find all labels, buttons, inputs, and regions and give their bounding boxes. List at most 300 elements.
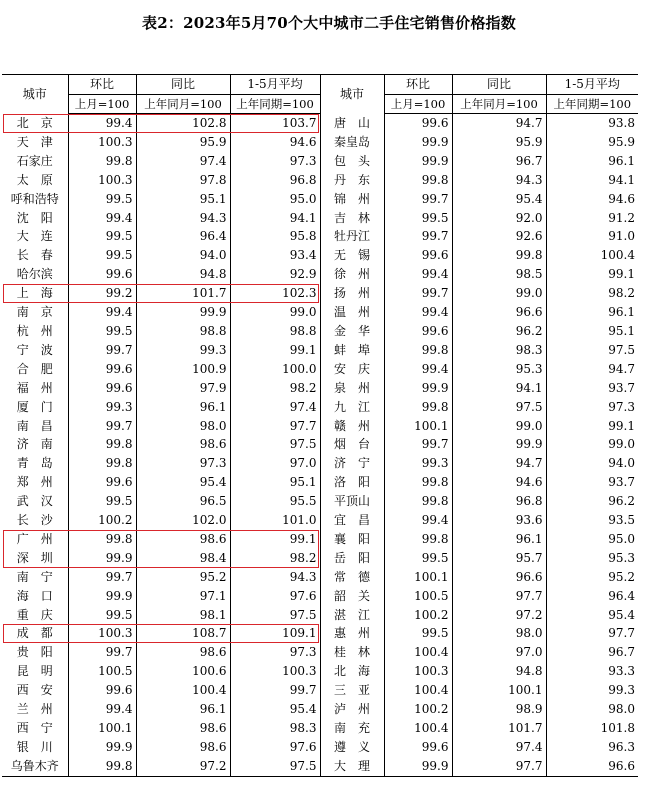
city-name-left: 厦 门 xyxy=(16,399,53,414)
yoy-value-left: 96.1 xyxy=(136,700,230,719)
avg-value-right: 95.0 xyxy=(546,530,638,549)
city-name-right: 遵 义 xyxy=(320,738,384,757)
mom-value-right: 100.3 xyxy=(384,662,452,681)
yoy-value-left: 98.6 xyxy=(136,738,230,757)
city-name-right: 温 州 xyxy=(320,303,384,322)
city-name-left: 银 川 xyxy=(16,739,53,754)
table-header xyxy=(2,75,638,114)
avg-value-right: 93.8 xyxy=(546,114,638,133)
avg-value-right: 98.2 xyxy=(546,284,638,303)
city-name-left: 上 海 xyxy=(16,286,53,301)
yoy-value-left: 98.1 xyxy=(136,606,230,625)
city-name-left: 济 南 xyxy=(16,437,53,452)
table-row xyxy=(2,662,638,681)
yoy-value-right: 94.8 xyxy=(452,662,546,681)
header-avg-base-right: 上年同期=100 xyxy=(546,95,638,114)
yoy-value-left: 97.3 xyxy=(136,454,230,473)
avg-value-right: 95.3 xyxy=(546,549,638,568)
yoy-value-right: 101.7 xyxy=(452,719,546,738)
mom-value-right: 99.4 xyxy=(384,303,452,322)
yoy-value-right: 96.6 xyxy=(452,568,546,587)
avg-value-left: 99.1 xyxy=(230,341,320,360)
city-name-right: 惠 州 xyxy=(320,624,384,643)
mom-value-right: 99.6 xyxy=(384,322,452,341)
table-row xyxy=(2,398,638,417)
yoy-value-right: 95.3 xyxy=(452,360,546,379)
mom-value-left: 99.8 xyxy=(68,757,136,776)
mom-value-left: 99.7 xyxy=(68,417,136,436)
yoy-value-left: 97.9 xyxy=(136,379,230,398)
yoy-value-right: 98.3 xyxy=(452,341,546,360)
yoy-value-left: 97.2 xyxy=(136,757,230,776)
yoy-value-left: 96.4 xyxy=(136,227,230,246)
city-name-left: 南 昌 xyxy=(16,418,53,433)
city-name-left: 西 安 xyxy=(16,683,53,698)
avg-value-right: 94.0 xyxy=(546,454,638,473)
city-name-left: 杭 州 xyxy=(16,323,53,338)
yoy-value-left: 100.4 xyxy=(136,681,230,700)
yoy-value-right: 96.6 xyxy=(452,303,546,322)
table-row xyxy=(2,454,638,473)
city-name-left: 长 沙 xyxy=(16,513,53,528)
avg-value-left: 99.0 xyxy=(230,303,320,322)
city-name-left: 长 春 xyxy=(16,248,53,263)
avg-value-left: 97.3 xyxy=(230,643,320,662)
avg-value-left: 97.7 xyxy=(230,417,320,436)
mom-value-left: 99.5 xyxy=(68,606,136,625)
mom-value-left: 99.7 xyxy=(68,643,136,662)
table-row xyxy=(2,417,638,436)
city-name-left: 海 口 xyxy=(16,588,53,603)
header-mom-base-right: 上月=100 xyxy=(384,95,452,114)
city-name-left: 深 圳 xyxy=(16,550,53,565)
table-row xyxy=(2,152,638,171)
mom-value-left: 99.7 xyxy=(68,568,136,587)
avg-value-right: 95.4 xyxy=(546,606,638,625)
mom-value-left: 100.1 xyxy=(68,719,136,738)
avg-value-left: 99.1 xyxy=(230,530,320,549)
table-row xyxy=(2,606,638,625)
city-name-right: 扬 州 xyxy=(320,284,384,303)
yoy-value-right: 95.7 xyxy=(452,549,546,568)
city-name-left: 石家庄 xyxy=(16,153,53,168)
mom-value-left: 100.2 xyxy=(68,511,136,530)
header-avg-base-left: 上年同期=100 xyxy=(230,95,320,114)
mom-value-right: 99.9 xyxy=(384,757,452,776)
avg-value-right: 96.7 xyxy=(546,643,638,662)
yoy-value-left: 100.6 xyxy=(136,662,230,681)
yoy-value-left: 99.9 xyxy=(136,303,230,322)
city-name-left: 兰 州 xyxy=(16,702,53,717)
avg-value-right: 99.1 xyxy=(546,265,638,284)
mom-value-right: 99.7 xyxy=(384,227,452,246)
mom-value-right: 99.7 xyxy=(384,190,452,209)
mom-value-right: 99.8 xyxy=(384,171,452,190)
avg-value-left: 93.4 xyxy=(230,246,320,265)
table-row xyxy=(2,360,638,379)
table-row xyxy=(2,719,638,738)
mom-value-right: 99.4 xyxy=(384,511,452,530)
city-name-left: 西 宁 xyxy=(16,721,53,735)
avg-value-right: 95.2 xyxy=(546,568,638,587)
mom-value-left: 100.3 xyxy=(68,624,136,643)
city-name-left: 昆 明 xyxy=(16,664,53,679)
mom-value-left: 99.5 xyxy=(68,227,136,246)
yoy-value-right: 94.7 xyxy=(452,114,546,133)
table-row xyxy=(2,114,638,133)
table-title: 表2：2023年5月70个大中城市二手住宅销售价格指数 xyxy=(142,14,516,32)
yoy-value-left: 98.6 xyxy=(136,719,230,738)
yoy-value-left: 101.7 xyxy=(136,284,230,303)
yoy-value-right: 96.1 xyxy=(452,530,546,549)
yoy-value-right: 95.9 xyxy=(452,133,546,152)
avg-value-left: 94.6 xyxy=(230,133,320,152)
avg-value-right: 96.6 xyxy=(546,757,638,776)
mom-value-right: 99.5 xyxy=(384,624,452,643)
avg-value-left: 100.0 xyxy=(230,360,320,379)
yoy-value-right: 97.2 xyxy=(452,606,546,625)
avg-value-left: 94.1 xyxy=(230,209,320,228)
table-row xyxy=(2,209,638,228)
avg-value-left: 97.0 xyxy=(230,454,320,473)
mom-value-right: 100.4 xyxy=(384,681,452,700)
yoy-value-right: 93.6 xyxy=(452,511,546,530)
mom-value-left: 99.5 xyxy=(68,190,136,209)
table-row xyxy=(2,587,638,606)
mom-value-right: 99.8 xyxy=(384,530,452,549)
city-name-left: 重 庆 xyxy=(16,607,53,622)
avg-value-left: 95.5 xyxy=(230,492,320,511)
avg-value-left: 96.8 xyxy=(230,171,320,190)
city-name-left: 成 都 xyxy=(16,626,53,641)
city-name-right: 赣 州 xyxy=(320,417,384,436)
city-name-right: 洛 阳 xyxy=(320,473,384,492)
yoy-value-left: 102.0 xyxy=(136,511,230,530)
avg-value-right: 91.0 xyxy=(546,227,638,246)
yoy-value-right: 97.4 xyxy=(452,738,546,757)
avg-value-right: 96.1 xyxy=(546,152,638,171)
yoy-value-left: 96.5 xyxy=(136,492,230,511)
city-name-right: 岳 阳 xyxy=(320,549,384,568)
mom-value-right: 99.5 xyxy=(384,209,452,228)
city-name-right: 丹 东 xyxy=(320,171,384,190)
avg-value-right: 96.2 xyxy=(546,492,638,511)
avg-value-right: 96.3 xyxy=(546,738,638,757)
city-name-left: 哈尔滨 xyxy=(16,267,53,282)
mom-value-left: 99.4 xyxy=(68,303,136,322)
avg-value-right: 93.7 xyxy=(546,379,638,398)
table-row xyxy=(2,171,638,190)
avg-value-left: 98.2 xyxy=(230,379,320,398)
avg-value-right: 100.4 xyxy=(546,246,638,265)
yoy-value-left: 100.9 xyxy=(136,360,230,379)
yoy-value-right: 97.0 xyxy=(452,643,546,662)
city-name-right: 锦 州 xyxy=(320,190,384,209)
avg-value-right: 99.3 xyxy=(546,681,638,700)
mom-value-left: 99.4 xyxy=(68,209,136,228)
table-body xyxy=(2,114,638,777)
city-name-right: 宜 昌 xyxy=(320,511,384,530)
city-name-left: 南 宁 xyxy=(16,569,53,584)
mom-value-left: 99.2 xyxy=(68,284,136,303)
avg-value-right: 97.5 xyxy=(546,341,638,360)
city-name-right: 包 头 xyxy=(320,152,384,171)
mom-value-right: 99.9 xyxy=(384,152,452,171)
avg-value-left: 97.4 xyxy=(230,398,320,417)
city-name-left: 广 州 xyxy=(16,531,53,546)
mom-value-right: 100.4 xyxy=(384,719,452,738)
avg-value-right: 99.1 xyxy=(546,417,638,436)
yoy-value-right: 95.4 xyxy=(452,190,546,209)
mom-value-left: 99.4 xyxy=(68,114,136,133)
table-row xyxy=(2,341,638,360)
yoy-value-left: 94.0 xyxy=(136,246,230,265)
avg-value-left: 97.5 xyxy=(230,606,320,625)
header-yoy-right: 同比 xyxy=(452,75,546,95)
yoy-value-left: 95.2 xyxy=(136,568,230,587)
city-name-right: 金 华 xyxy=(320,322,384,341)
avg-value-right: 99.0 xyxy=(546,435,638,454)
mom-value-right: 99.4 xyxy=(384,265,452,284)
avg-value-right: 96.4 xyxy=(546,587,638,606)
mom-value-left: 100.3 xyxy=(68,171,136,190)
city-name-left: 天 津 xyxy=(16,134,53,149)
mom-value-right: 99.9 xyxy=(384,133,452,152)
yoy-value-right: 98.0 xyxy=(452,624,546,643)
yoy-value-right: 96.8 xyxy=(452,492,546,511)
avg-value-left: 97.6 xyxy=(230,587,320,606)
mom-value-left: 99.8 xyxy=(68,152,136,171)
yoy-value-right: 92.6 xyxy=(452,227,546,246)
avg-value-right: 93.5 xyxy=(546,511,638,530)
mom-value-right: 99.6 xyxy=(384,738,452,757)
yoy-value-right: 94.1 xyxy=(452,379,546,398)
avg-value-right: 97.7 xyxy=(546,624,638,643)
table-row xyxy=(2,530,638,549)
city-name-right: 韶 关 xyxy=(320,587,384,606)
avg-value-right: 94.1 xyxy=(546,171,638,190)
yoy-value-right: 96.7 xyxy=(452,152,546,171)
yoy-value-right: 99.0 xyxy=(452,284,546,303)
header-yoy-left: 同比 xyxy=(136,75,230,95)
price-index-table xyxy=(2,74,638,777)
yoy-value-left: 95.9 xyxy=(136,133,230,152)
avg-value-left: 97.5 xyxy=(230,435,320,454)
city-name-left: 贵 阳 xyxy=(16,645,53,660)
table-row xyxy=(2,568,638,587)
city-name-right: 济 宁 xyxy=(320,454,384,473)
mom-value-left: 99.3 xyxy=(68,398,136,417)
header-city-left: 城市 xyxy=(2,75,68,114)
avg-value-right: 98.0 xyxy=(546,700,638,719)
table-row xyxy=(2,379,638,398)
mom-value-left: 99.4 xyxy=(68,700,136,719)
mom-value-left: 99.9 xyxy=(68,738,136,757)
mom-value-left: 99.9 xyxy=(68,549,136,568)
yoy-value-left: 95.1 xyxy=(136,190,230,209)
yoy-value-right: 99.8 xyxy=(452,246,546,265)
avg-value-left: 97.6 xyxy=(230,738,320,757)
city-name-left: 宁 波 xyxy=(16,342,53,357)
yoy-value-left: 97.4 xyxy=(136,152,230,171)
avg-value-right: 94.7 xyxy=(546,360,638,379)
yoy-value-left: 97.8 xyxy=(136,171,230,190)
header-mom-left: 环比 xyxy=(68,75,136,95)
mom-value-left: 99.6 xyxy=(68,473,136,492)
avg-value-right: 97.3 xyxy=(546,398,638,417)
table-row xyxy=(2,284,638,303)
table-row xyxy=(2,511,638,530)
yoy-value-right: 94.7 xyxy=(452,454,546,473)
mom-value-right: 99.4 xyxy=(384,360,452,379)
yoy-value-left: 98.4 xyxy=(136,549,230,568)
table-row xyxy=(2,435,638,454)
city-name-right: 南 充 xyxy=(320,719,384,738)
table-row xyxy=(2,738,638,757)
avg-value-left: 97.3 xyxy=(230,152,320,171)
avg-value-left: 95.8 xyxy=(230,227,320,246)
avg-value-right: 94.6 xyxy=(546,190,638,209)
yoy-value-left: 94.3 xyxy=(136,209,230,228)
yoy-value-right: 97.7 xyxy=(452,757,546,776)
yoy-value-left: 98.6 xyxy=(136,435,230,454)
yoy-value-left: 102.8 xyxy=(136,114,230,133)
city-name-right: 徐 州 xyxy=(320,265,384,284)
header-mom-right: 环比 xyxy=(384,75,452,95)
avg-value-left: 99.7 xyxy=(230,681,320,700)
yoy-value-right: 92.0 xyxy=(452,209,546,228)
city-name-left: 合 肥 xyxy=(16,361,53,376)
city-name-left: 北 京 xyxy=(16,115,53,130)
mom-value-right: 100.4 xyxy=(384,643,452,662)
avg-value-left: 100.3 xyxy=(230,662,320,681)
city-name-right: 大 理 xyxy=(320,757,384,776)
city-name-right: 襄 阳 xyxy=(320,530,384,549)
table-row xyxy=(2,246,638,265)
city-name-right: 秦皇岛 xyxy=(320,133,384,152)
yoy-value-right: 99.0 xyxy=(452,417,546,436)
mom-value-right: 100.1 xyxy=(384,568,452,587)
header-yoy-base-left: 上年同月=100 xyxy=(136,95,230,114)
table-row xyxy=(2,549,638,568)
city-name-left: 沈 阳 xyxy=(16,210,53,225)
avg-value-left: 94.3 xyxy=(230,568,320,587)
mom-value-right: 100.1 xyxy=(384,417,452,436)
avg-value-left: 98.8 xyxy=(230,322,320,341)
avg-value-right: 95.1 xyxy=(546,322,638,341)
mom-value-left: 99.9 xyxy=(68,587,136,606)
table-row xyxy=(2,303,638,322)
header-mom-base-left: 上月=100 xyxy=(68,95,136,114)
mom-value-left: 99.6 xyxy=(68,265,136,284)
table-row xyxy=(2,190,638,209)
city-name-left: 大 连 xyxy=(16,229,53,244)
mom-value-right: 99.6 xyxy=(384,114,452,133)
avg-value-right: 96.1 xyxy=(546,303,638,322)
avg-value-left: 97.5 xyxy=(230,757,320,776)
yoy-value-right: 100.1 xyxy=(452,681,546,700)
city-name-right: 牡丹江 xyxy=(320,227,384,246)
city-name-right: 常 德 xyxy=(320,568,384,587)
city-name-left: 太 原 xyxy=(16,172,53,187)
city-name-right: 泉 州 xyxy=(320,379,384,398)
yoy-value-left: 98.8 xyxy=(136,322,230,341)
city-name-right: 湛 江 xyxy=(320,606,384,625)
city-name-right: 九 江 xyxy=(320,398,384,417)
city-name-left: 福 州 xyxy=(16,380,53,395)
mom-value-left: 100.3 xyxy=(68,133,136,152)
avg-value-right: 101.8 xyxy=(546,719,638,738)
avg-value-left: 92.9 xyxy=(230,265,320,284)
city-name-left: 青 岛 xyxy=(16,456,53,471)
yoy-value-right: 99.9 xyxy=(452,435,546,454)
city-name-right: 平顶山 xyxy=(320,492,384,511)
yoy-value-right: 96.2 xyxy=(452,322,546,341)
city-name-right: 安 庆 xyxy=(320,360,384,379)
mom-value-right: 99.8 xyxy=(384,398,452,417)
mom-value-left: 99.5 xyxy=(68,246,136,265)
avg-value-right: 93.3 xyxy=(546,662,638,681)
header-yoy-base-right: 上年同月=100 xyxy=(452,95,546,114)
city-name-left: 郑 州 xyxy=(16,475,53,490)
mom-value-right: 100.5 xyxy=(384,587,452,606)
mom-value-right: 99.8 xyxy=(384,473,452,492)
table-row xyxy=(2,624,638,643)
avg-value-left: 95.0 xyxy=(230,190,320,209)
mom-value-right: 99.8 xyxy=(384,341,452,360)
yoy-value-left: 99.3 xyxy=(136,341,230,360)
yoy-value-left: 98.0 xyxy=(136,417,230,436)
mom-value-right: 99.6 xyxy=(384,246,452,265)
yoy-value-left: 108.7 xyxy=(136,624,230,643)
avg-value-right: 91.2 xyxy=(546,209,638,228)
mom-value-left: 99.8 xyxy=(68,454,136,473)
mom-value-left: 99.6 xyxy=(68,681,136,700)
mom-value-right: 99.7 xyxy=(384,435,452,454)
table-row xyxy=(2,757,638,776)
mom-value-right: 99.9 xyxy=(384,379,452,398)
mom-value-left: 100.5 xyxy=(68,662,136,681)
avg-value-left: 95.4 xyxy=(230,700,320,719)
mom-value-right: 99.7 xyxy=(384,284,452,303)
avg-value-left: 109.1 xyxy=(230,624,320,643)
yoy-value-right: 97.5 xyxy=(452,398,546,417)
mom-value-right: 99.5 xyxy=(384,549,452,568)
mom-value-left: 99.6 xyxy=(68,360,136,379)
city-name-right: 北 海 xyxy=(320,662,384,681)
mom-value-left: 99.8 xyxy=(68,530,136,549)
yoy-value-left: 98.6 xyxy=(136,530,230,549)
city-name-right: 烟 台 xyxy=(320,435,384,454)
yoy-value-right: 94.6 xyxy=(452,473,546,492)
mom-value-left: 99.5 xyxy=(68,322,136,341)
mom-value-left: 99.6 xyxy=(68,379,136,398)
mom-value-right: 100.2 xyxy=(384,606,452,625)
city-name-right: 无 锡 xyxy=(320,246,384,265)
city-name-left: 乌鲁木齐 xyxy=(2,757,68,776)
yoy-value-right: 94.3 xyxy=(452,171,546,190)
table-row xyxy=(2,133,638,152)
table-row xyxy=(2,492,638,511)
mom-value-right: 99.8 xyxy=(384,492,452,511)
city-name-left: 南 京 xyxy=(16,305,53,320)
yoy-value-left: 98.6 xyxy=(136,643,230,662)
avg-value-left: 103.7 xyxy=(230,114,320,133)
table-row xyxy=(2,643,638,662)
yoy-value-left: 97.1 xyxy=(136,587,230,606)
table-row xyxy=(2,681,638,700)
city-name-left: 武 汉 xyxy=(16,494,53,509)
